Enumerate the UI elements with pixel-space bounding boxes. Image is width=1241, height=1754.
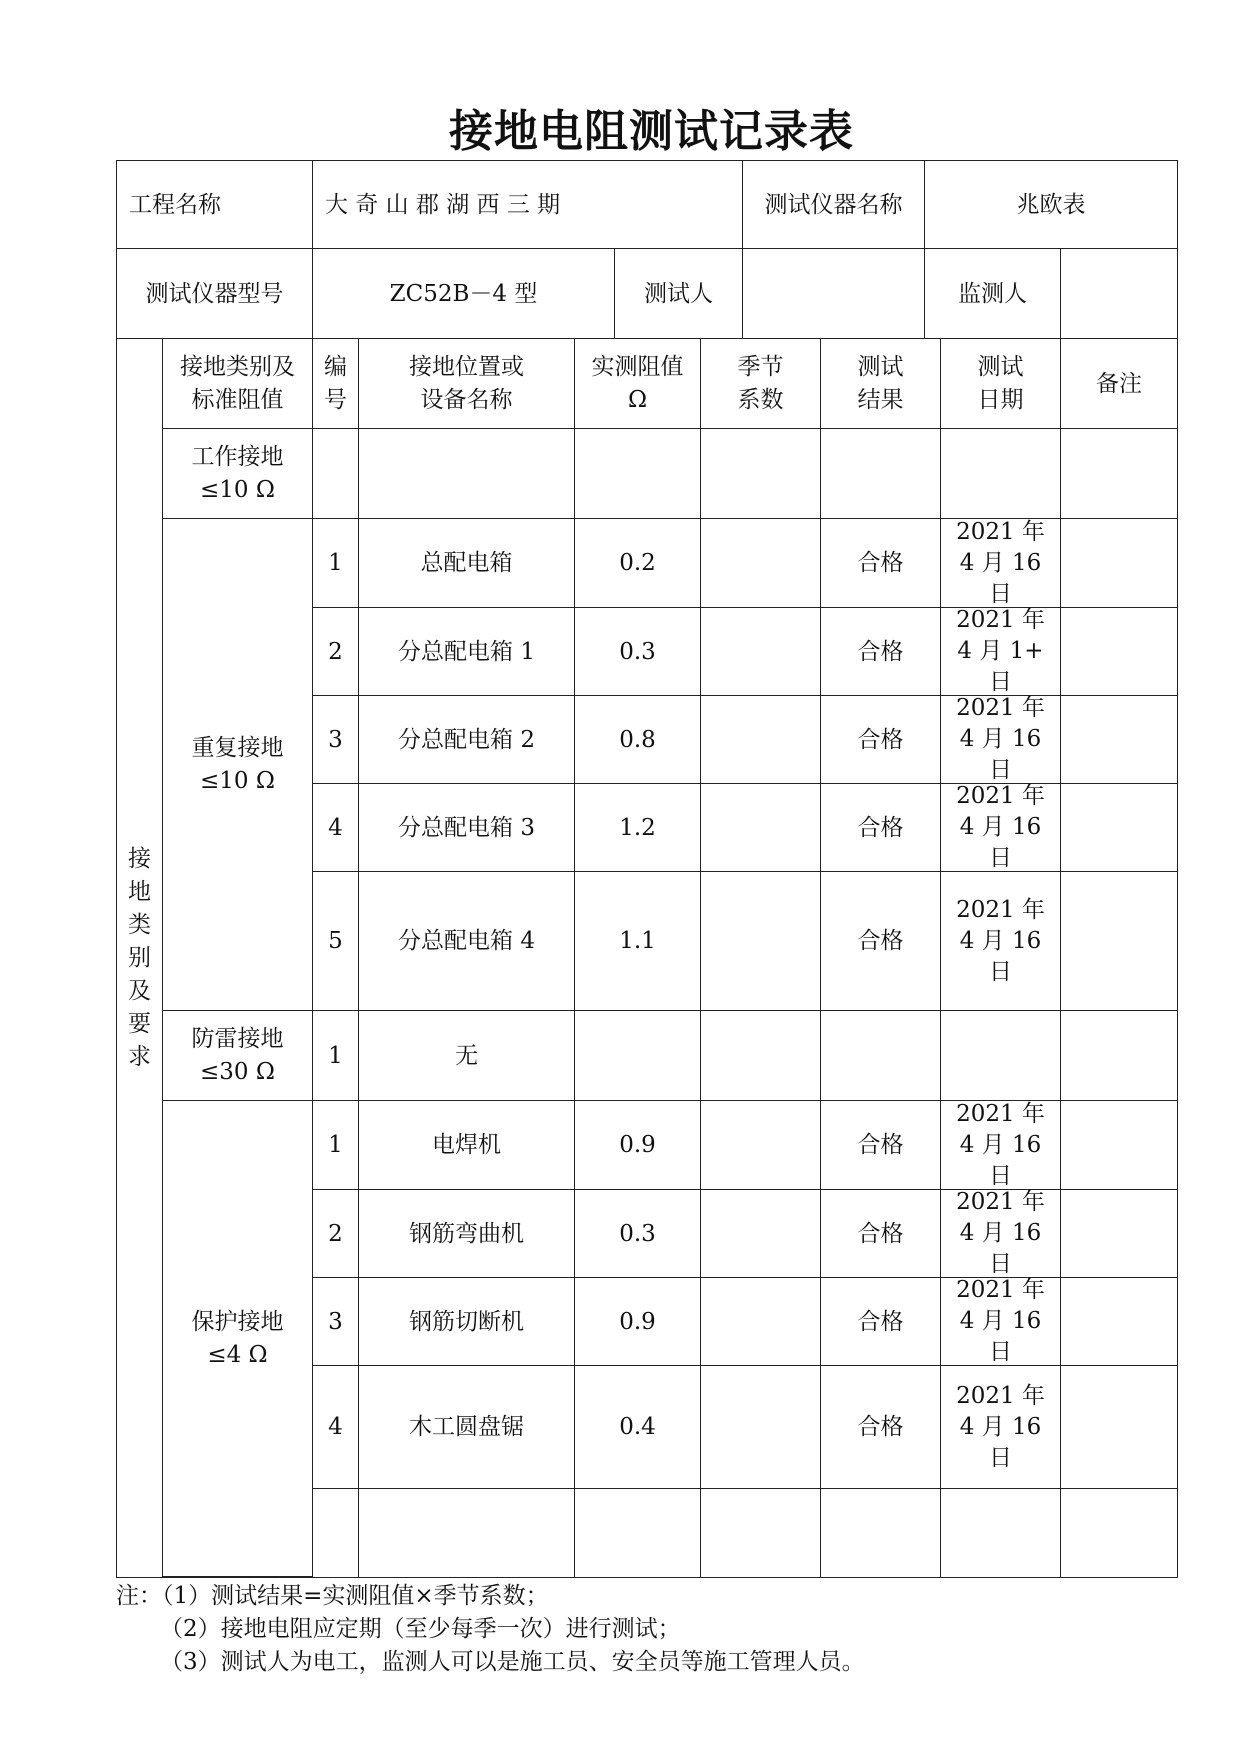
row-result: 合格 [821,872,941,1011]
row-season [701,1366,821,1489]
row-remark [1061,1190,1177,1278]
row-date: 2021 年 4 月 16 日 [941,872,1061,1011]
row-number: 1 [313,519,359,608]
instrument-name-label: 测试仪器名称 [743,161,925,249]
page-title: 接地电阻测试记录表 [449,106,854,157]
row-location: 分总配电箱 4 [359,872,575,1011]
row-season [701,784,821,872]
row-season [701,519,821,608]
col-number-header: 编 号 [313,339,359,429]
table-cell [1061,429,1177,519]
table-cell [313,1489,359,1577]
row-result: 合格 [821,608,941,696]
row-number: 1 [313,1101,359,1190]
col-resistance-header: 实测阻值 Ω [575,339,701,429]
monitor-label: 监测人 [925,249,1061,339]
row-date: 2021 年 4 月 16 日 [941,1366,1061,1489]
row-location: 木工圆盘锯 [359,1366,575,1489]
note-line: 注：（1）测试结果=实测阻值×季节系数； [116,1583,549,1609]
row-location: 分总配电箱 1 [359,608,575,696]
row-remark [1061,1101,1177,1190]
row-result: 合格 [821,1101,941,1190]
row-result [821,1011,941,1101]
row-location: 分总配电箱 3 [359,784,575,872]
col-date-header: 测试 日期 [941,339,1061,429]
row-season [701,696,821,784]
row-number: 4 [313,1366,359,1489]
row-date [941,1011,1061,1101]
row-remark [1061,696,1177,784]
row-remark [1061,1366,1177,1489]
row-number: 3 [313,696,359,784]
row-location: 分总配电箱 2 [359,696,575,784]
row-date: 2021 年 4 月 16 日 [941,696,1061,784]
row-season [701,872,821,1011]
row-date: 2021 年 4 月 16 日 [941,1190,1061,1278]
row-resistance: 1.1 [575,872,701,1011]
row-remark [1061,872,1177,1011]
notes [116,1580,865,1679]
table-cell [821,1489,941,1577]
row-remark [1061,608,1177,696]
note-line: （3）测试人为电工，监测人可以是施工员、安全员等施工管理人员。 [160,1649,865,1675]
table-cell [941,429,1061,519]
monitor-value [1061,249,1177,339]
category-lightning: 防雷接地 ≤30 Ω [163,1011,313,1101]
row-resistance: 0.8 [575,696,701,784]
row-location: 总配电箱 [359,519,575,608]
col-result-header: 测试 结果 [821,339,941,429]
row-resistance: 1.2 [575,784,701,872]
record-table [116,160,1178,1578]
row-resistance [575,1011,701,1101]
row-date: 2021 年 4 月 16 日 [941,519,1061,608]
category-repeat: 重复接地 ≤10 Ω [163,519,313,1011]
instrument-model-label: 测试仪器型号 [117,249,313,339]
row-location: 无 [359,1011,575,1101]
side-label: 接 地 类 别 及 要 求 [117,339,163,1577]
category-work: 工作接地 ≤10 Ω [163,429,313,519]
col-category-header: 接地类别及 标准阻值 [163,339,313,429]
table-cell [701,429,821,519]
project-label: 工程名称 [117,161,313,249]
row-date: 2021 年 4 月 16 日 [941,784,1061,872]
row-location: 钢筋切断机 [359,1278,575,1366]
row-remark [1061,1011,1177,1101]
row-location: 电焊机 [359,1101,575,1190]
row-result: 合格 [821,1366,941,1489]
row-resistance: 0.9 [575,1278,701,1366]
col-season-header: 季节 系数 [701,339,821,429]
row-resistance: 0.3 [575,608,701,696]
table-cell [575,429,701,519]
note-line: （2）接地电阻应定期（至少每季一次）进行测试； [160,1616,681,1642]
tester-value [743,249,925,339]
row-remark [1061,519,1177,608]
row-season [701,1190,821,1278]
col-remark-header: 备注 [1061,339,1177,429]
row-location: 钢筋弯曲机 [359,1190,575,1278]
row-season [701,1101,821,1190]
row-season [701,1278,821,1366]
row-season [701,1011,821,1101]
table-cell [1061,1489,1177,1577]
row-resistance: 0.3 [575,1190,701,1278]
row-number: 2 [313,608,359,696]
row-result: 合格 [821,519,941,608]
row-resistance: 0.9 [575,1101,701,1190]
row-date: 2021 年 4 月 16 日 [941,1101,1061,1190]
category-protect: 保护接地 ≤4 Ω [163,1101,313,1577]
table-cell [941,1489,1061,1577]
row-number: 3 [313,1278,359,1366]
project-value: 大 奇 山 郡 湖 西 三 期 [313,161,743,249]
row-result: 合格 [821,696,941,784]
row-resistance: 0.4 [575,1366,701,1489]
row-date: 2021 年 4 月 16 日 [941,1278,1061,1366]
row-date: 2021 年 4 月 1+ 日 [941,608,1061,696]
row-number: 5 [313,872,359,1011]
instrument-name-value: 兆欧表 [925,161,1177,249]
row-result: 合格 [821,784,941,872]
table-cell [575,1489,701,1577]
table-cell [313,429,359,519]
table-cell [359,429,575,519]
table-cell [701,1489,821,1577]
row-result: 合格 [821,1278,941,1366]
row-number: 2 [313,1190,359,1278]
table-cell [821,429,941,519]
row-remark [1061,784,1177,872]
row-season [701,608,821,696]
row-number: 4 [313,784,359,872]
row-result: 合格 [821,1190,941,1278]
row-remark [1061,1278,1177,1366]
row-number: 1 [313,1011,359,1101]
table-cell [359,1489,575,1577]
col-location-header: 接地位置或 设备名称 [359,339,575,429]
tester-label: 测试人 [615,249,743,339]
row-resistance: 0.2 [575,519,701,608]
instrument-model-value: ZC52B－4 型 [313,249,615,339]
